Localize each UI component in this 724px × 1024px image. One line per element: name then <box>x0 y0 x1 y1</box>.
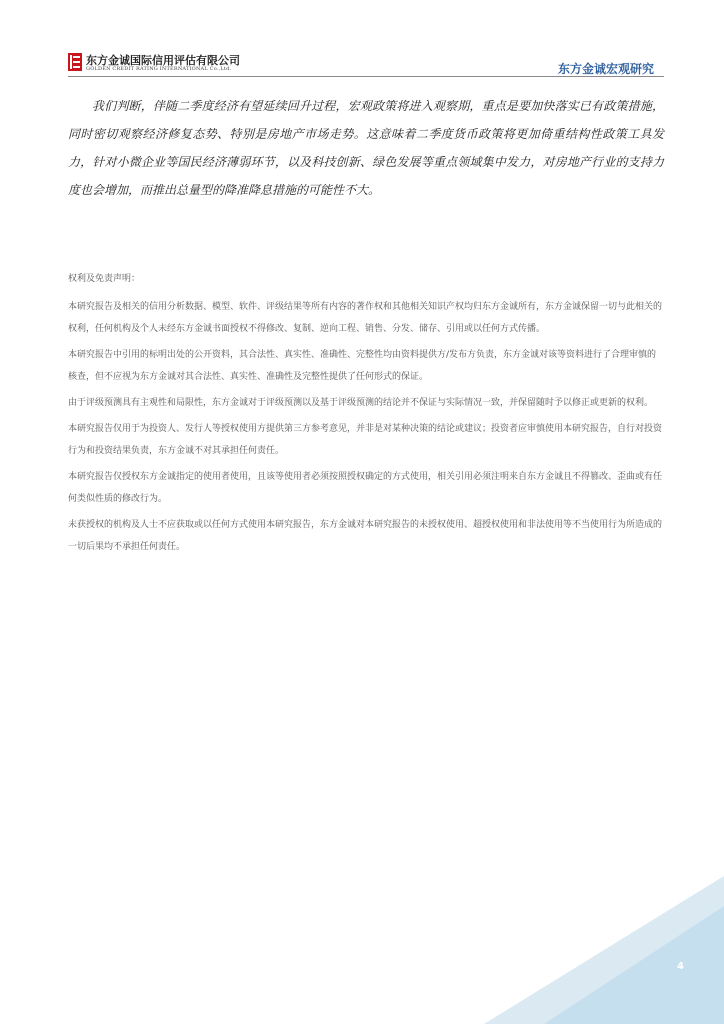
company-name-cn: 东方金诚国际信用评估有限公司 <box>86 54 240 67</box>
disclaimer-item: 未获授权的机构及人士不应获取或以任何方式使用本研究报告，东方金诚对本研究报告的未授权使用、超授权使用和非法使用等不当使用行为所造成的一切后果均不承担任何责任。 <box>68 520 663 552</box>
section-title: 东方金诚宏观研究 <box>557 62 654 76</box>
header-divider <box>68 76 664 77</box>
page-header <box>0 0 724 80</box>
page-number: 4 <box>677 961 684 972</box>
company-name-en: GOLDEN CREDIT RATING INTERNATIONAL Co.,Ltd. <box>86 66 232 72</box>
corner-decoration <box>484 876 724 1024</box>
disclaimer-item: 本研究报告及相关的信用分析数据、模型、软件、评级结果等所有内容的著作权和其他相关知识产权均归东方金诚所有，东方金诚保留一切与此相关的权利，任何机构及个人未经东方金诚书面授权不得修改、复制、逆向工程、销售、分发、储存、引用或以任何方式传播。 <box>68 302 663 334</box>
disclaimer-section <box>68 268 664 562</box>
disclaimer-item: 本研究报告中引用的标明出处的公开资料，其合法性、真实性、准确性、完整性均由资料提供方/发布方负责，东方金诚对该等资料进行了合理审慎的核查，但不应视为东方金诚对其合法性、真实性、准确性及完整性提供了任何形式的保证。 <box>68 350 657 382</box>
main-paragraph: 我们判断，伴随二季度经济有望延续回升过程，宏观政策将进入观察期，重点是要加快落实已有政策措施，同时密切观察经济修复态势、特别是房地产市场走势。这意味着二季度货币政策将更加倚重结构性政策工具发力，针对小微企业等国民经济薄弱环节，以及科技创新、绿色发展等重点领域集中发力，对房地产行业的支持力度也会增加，而推出总量型的降准降息措施的可能性不大。 <box>68 99 664 197</box>
disclaimer-heading: 权利及免责声明： <box>68 274 141 284</box>
disclaimer-item: 本研究报告仅用于为投资人、发行人等授权使用方提供第三方参考意见，并非是对某种决策的结论或建议；投资者应审慎使用本研究报告，自行对投资行为和投资结果负责，东方金诚不对其承担任何责任。 <box>68 424 663 456</box>
disclaimer-item: 由于评级预测具有主观性和局限性，东方金诚对于评级预测以及基于评级预测的结论并不保证与实际情况一致，并保留随时予以修正或更新的权利。 <box>68 398 654 408</box>
disclaimer-item: 本研究报告仅授权东方金诚指定的使用者使用，且该等使用者必须按照授权确定的方式使用，相关引用必须注明来自东方金诚且不得篡改、歪曲或有任何类似性质的修改行为。 <box>68 472 663 504</box>
company-logo-icon <box>68 53 82 71</box>
